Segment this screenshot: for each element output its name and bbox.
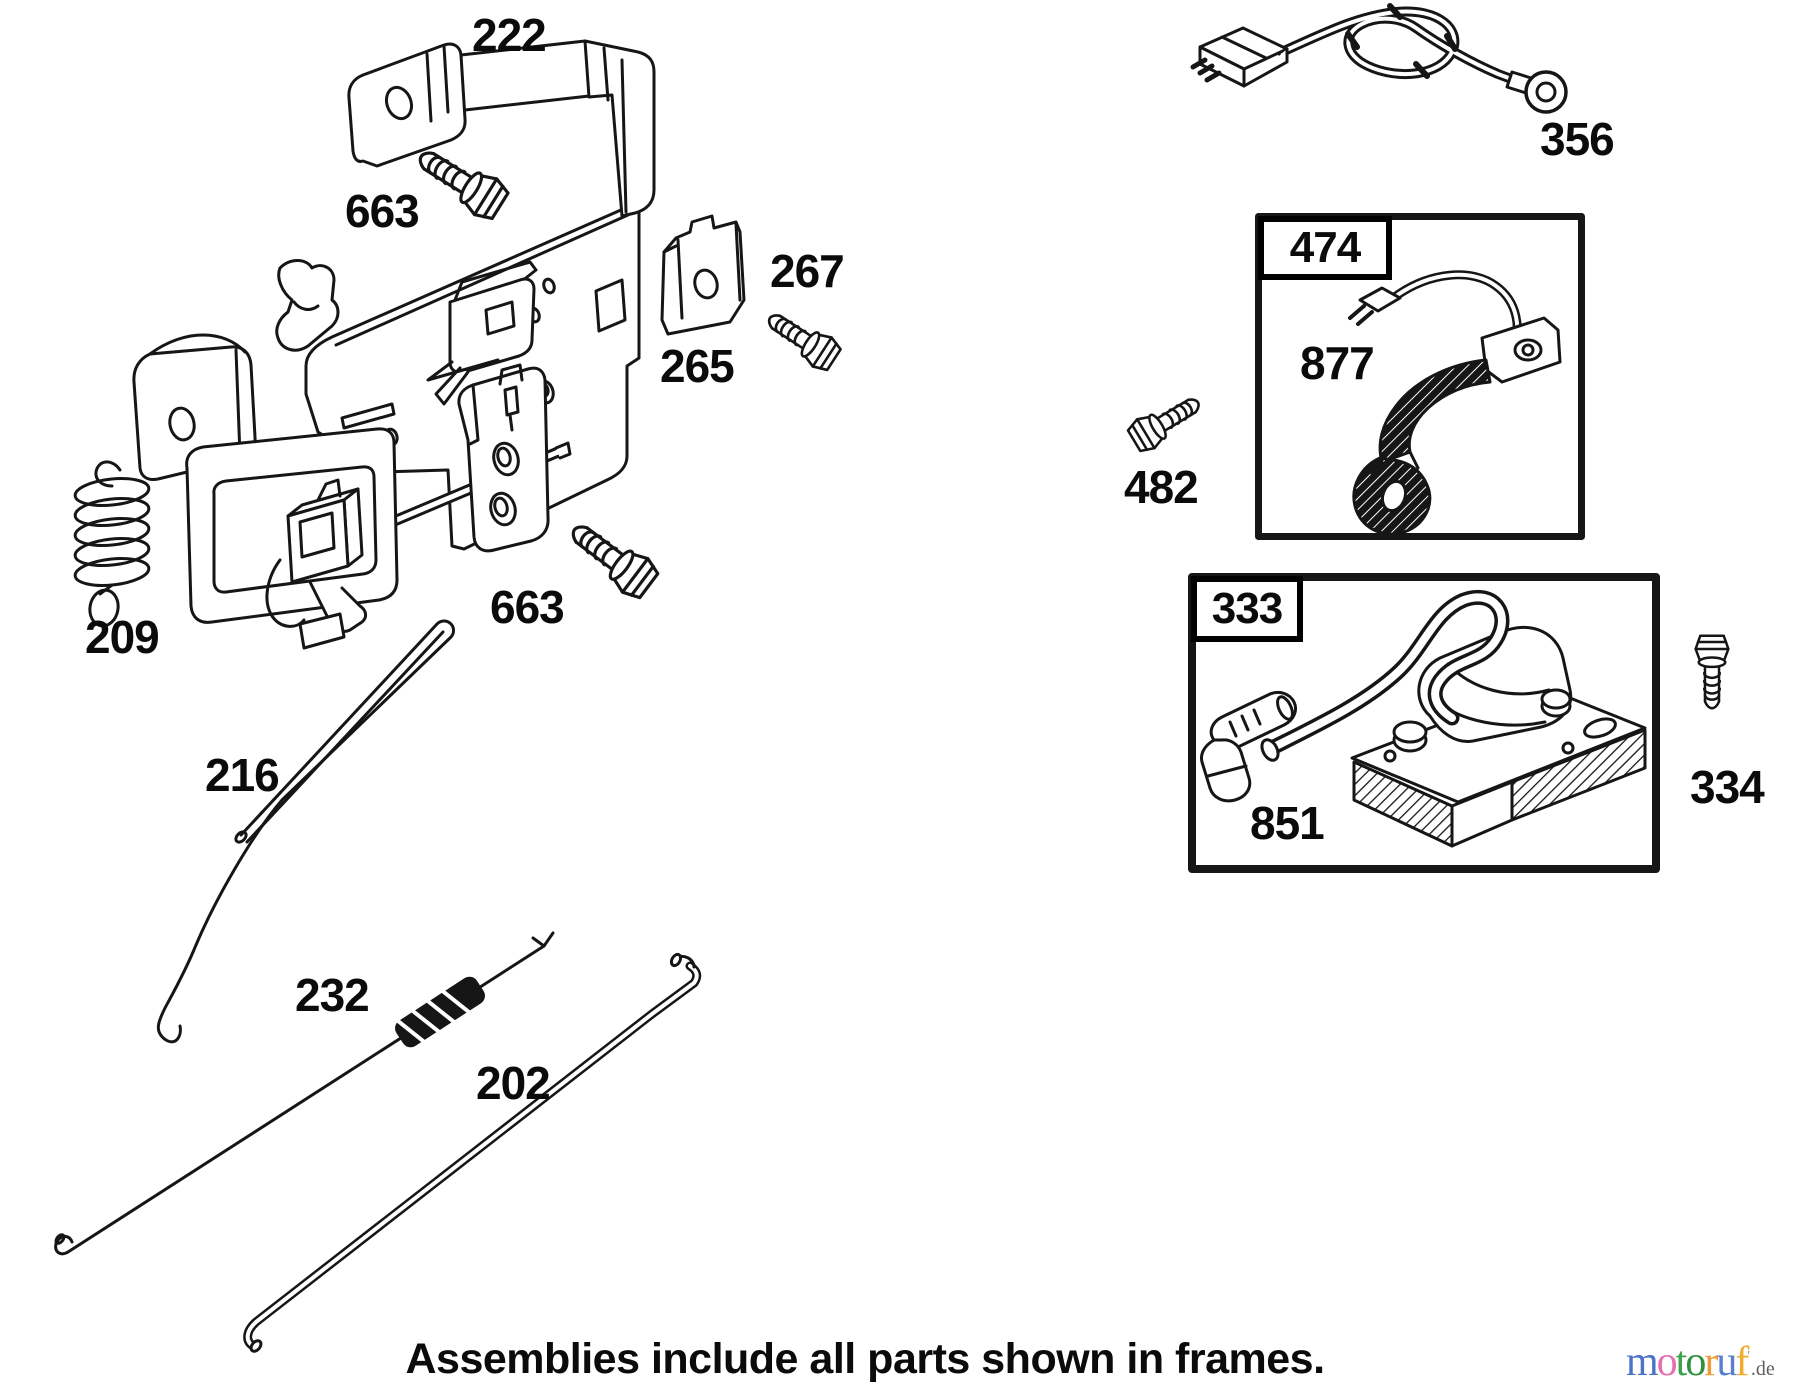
callout-screw-482: 482 — [1124, 461, 1198, 513]
callout-boot-851: 851 — [1250, 797, 1324, 849]
brand-logo — [1626, 1341, 1775, 1383]
brand-mark: ' — [1747, 1349, 1750, 1364]
ground-wire-356-drawing — [1193, 6, 1566, 112]
clip-265-drawing — [662, 216, 744, 334]
callout-bracket-222: 222 — [472, 9, 546, 61]
screw-267-drawing — [761, 304, 844, 374]
brand-letter: u — [1716, 1339, 1736, 1385]
brand-letter: o — [1656, 1339, 1676, 1385]
brand-letter: f — [1735, 1339, 1748, 1385]
callout-screw-267: 267 — [770, 245, 844, 297]
callout-screw-334: 334 — [1690, 761, 1764, 813]
screw-334-drawing — [1696, 636, 1729, 709]
frame-333-label: 333 — [1191, 576, 1303, 642]
brand-suffix: .de — [1750, 1358, 1775, 1380]
callout-screw-663-lower: 663 — [490, 581, 564, 633]
callout-spring-209: 209 — [85, 611, 159, 663]
points-877-drawing — [1350, 275, 1560, 534]
brand-letter: t — [1675, 1339, 1686, 1385]
callout-ground-wire-356: 356 — [1540, 113, 1614, 165]
callout-clip-265: 265 — [660, 340, 734, 392]
two-hole-bracket-drawing — [459, 365, 548, 551]
brand-letter: r — [1704, 1339, 1717, 1385]
brand-letter: o — [1685, 1339, 1705, 1385]
callout-points-877: 877 — [1300, 337, 1374, 389]
callout-screw-663-upper: 663 — [345, 185, 419, 237]
spring-209-drawing — [74, 462, 150, 628]
footer-caption: Assemblies include all parts shown in frames. — [405, 1335, 1325, 1383]
pivot-clip-drawing — [277, 261, 338, 351]
callout-rod-216: 216 — [205, 749, 279, 801]
frame-474-label: 474 — [1258, 216, 1392, 280]
brand-letter: m — [1626, 1339, 1657, 1385]
screw-482-drawing — [1126, 388, 1207, 455]
screw-663-lower-drawing — [562, 513, 662, 603]
callout-rod-232: 232 — [295, 969, 369, 1021]
screw-663-upper-drawing — [410, 139, 511, 224]
callout-rod-202: 202 — [476, 1057, 550, 1109]
